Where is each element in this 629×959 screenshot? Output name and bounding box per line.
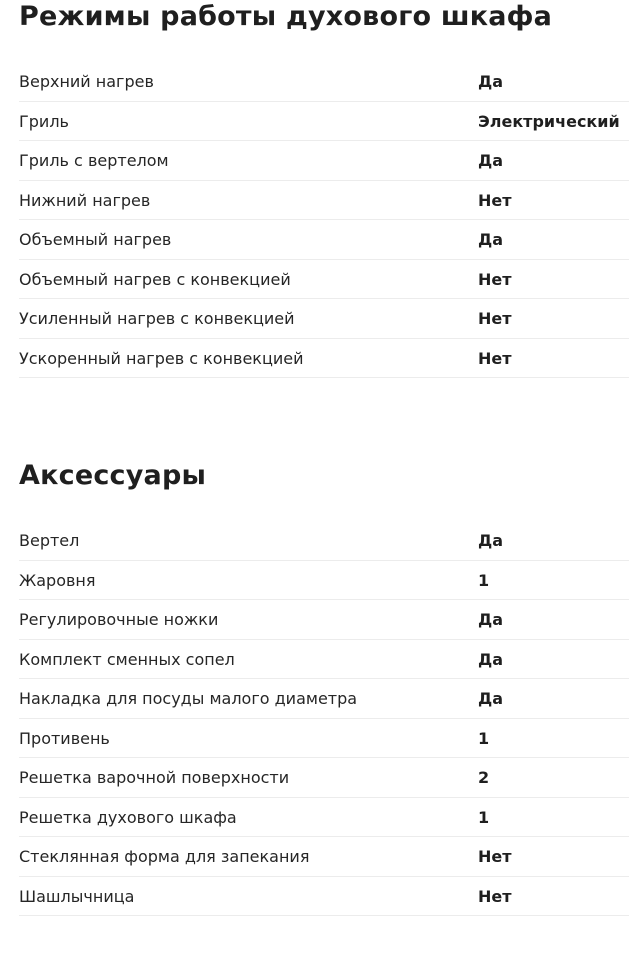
spec-row [19,339,629,379]
spec-name: Вертел [19,531,80,550]
spec-row [19,758,629,798]
spec-row [19,679,629,719]
spec-value: 1 [478,570,490,590]
spec-name: Объемный нагрев [19,230,172,249]
spec-name: Гриль с вертелом [19,151,169,170]
spec-name: Стеклянная форма для запекания [19,847,310,866]
spec-row [19,561,629,601]
spec-name: Верхний нагрев [19,72,154,91]
spec-value: Да [478,230,504,249]
spec-value: Да [478,689,504,708]
accessories-section [19,459,629,916]
spec-row [19,877,629,917]
spec-row [19,521,629,561]
spec-list [19,62,629,378]
spec-name: Решетка варочной поверхности [19,768,290,787]
spec-name: Комплект сменных сопел [19,649,235,669]
oven-modes-section [19,0,629,378]
spec-value: Нет [478,309,512,328]
spec-row [19,299,629,339]
spec-value: Да [478,531,504,550]
spec-row [19,719,629,759]
spec-row [19,141,629,181]
spec-name: Решетка духового шкафа [19,807,237,827]
spec-row [19,181,629,221]
spec-row [19,102,629,142]
spec-value: 2 [478,768,490,787]
spec-name: Объемный нагрев с конвекцией [19,269,291,289]
spec-row [19,220,629,260]
spec-value: Электрический [478,111,620,131]
spec-value: 1 [478,728,490,748]
spec-value: Нет [478,847,512,866]
spec-name: Ускоренный нагрев с конвекцией [19,348,304,368]
spec-row [19,260,629,300]
spec-value: Да [478,151,504,170]
section-title: Режимы работы духового шкафа [19,1,553,32]
spec-row [19,62,629,102]
spec-value: Нет [478,886,512,906]
spec-name: Шашлычница [19,886,135,906]
spec-value: Да [478,72,504,91]
section-title: Аксессуары [19,460,207,491]
spec-row [19,837,629,877]
spec-row [19,798,629,838]
spec-name: Регулировочные ножки [19,610,219,629]
spec-row [19,600,629,640]
spec-name: Гриль [19,111,69,131]
spec-value: Нет [478,348,512,368]
spec-value: Да [478,610,504,629]
spec-value: Да [478,649,504,669]
spec-name: Накладка для посуды малого диаметра [19,689,358,708]
spec-name: Нижний нагрев [19,190,151,210]
spec-value: Нет [478,269,512,289]
spec-value: 1 [478,807,490,827]
spec-value: Нет [478,190,512,210]
spec-name: Противень [19,728,110,748]
spec-name: Усиленный нагрев с конвекцией [19,309,295,328]
spec-list [19,521,629,916]
spec-name: Жаровня [19,570,96,590]
spec-row [19,640,629,680]
